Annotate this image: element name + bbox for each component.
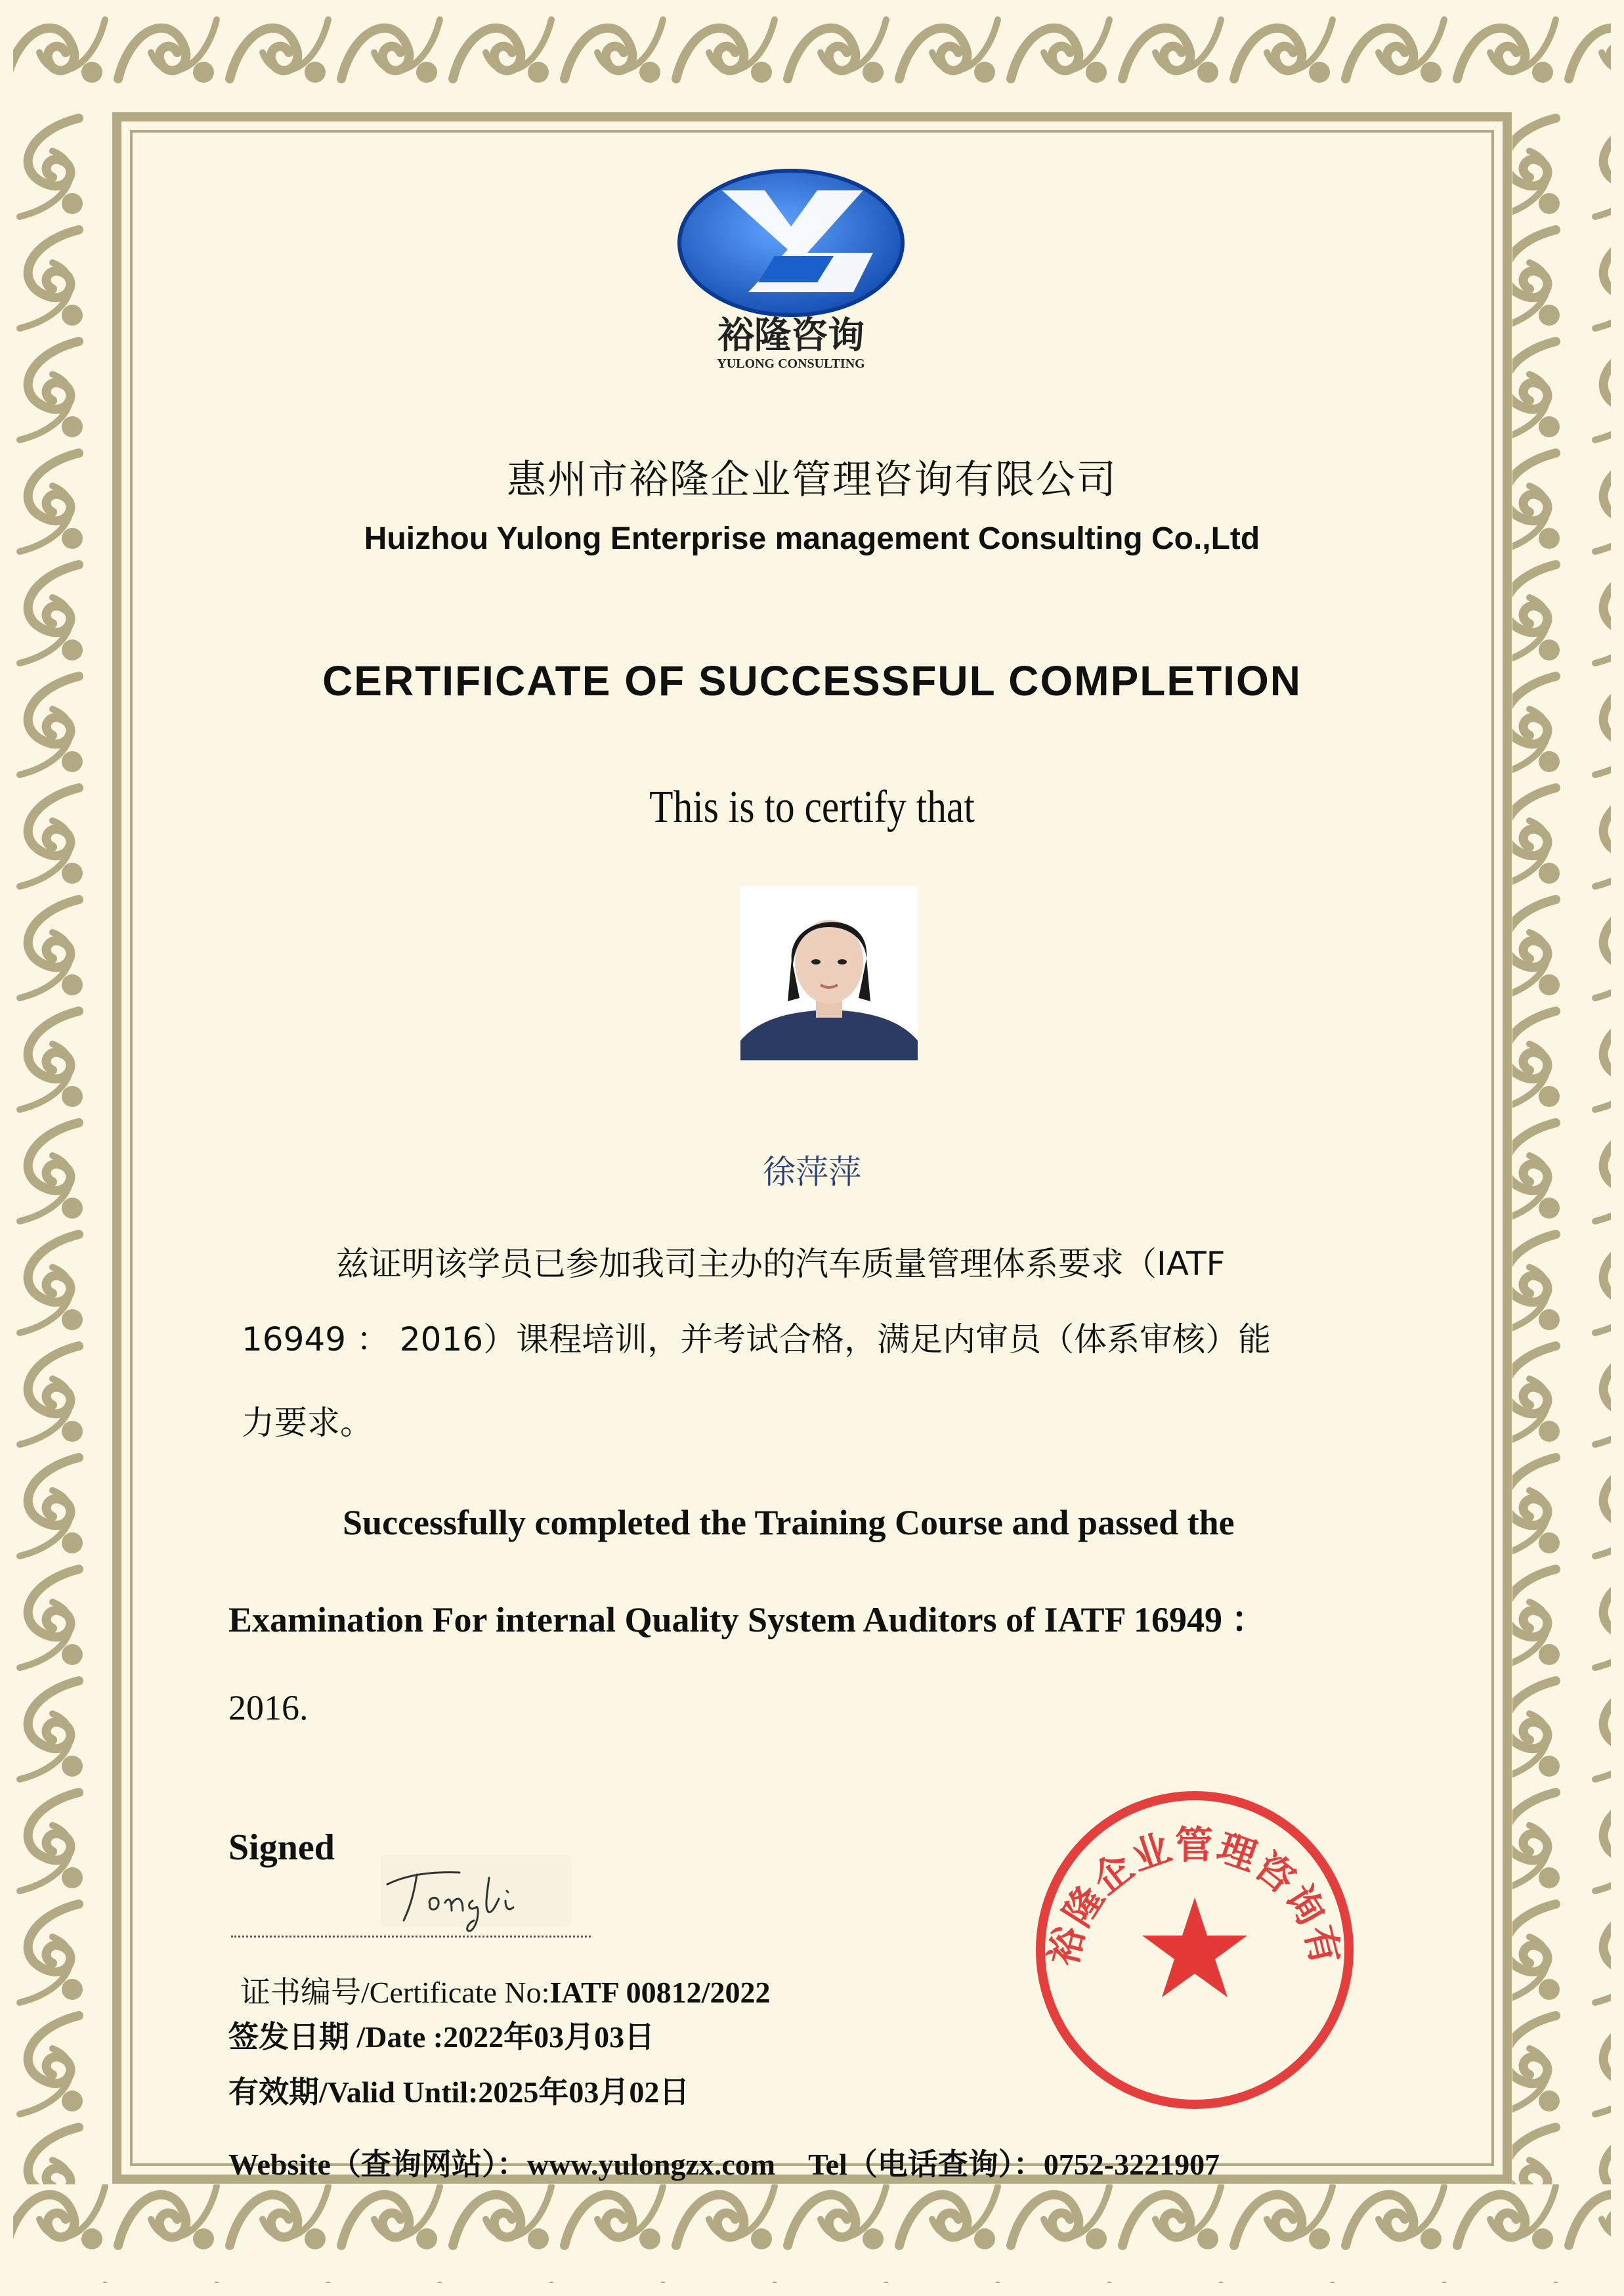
certify-text: This is to certify that [649,782,975,833]
valid-until-label: 有效期/Valid Until: [228,2075,479,2109]
holder-photo [740,886,918,1060]
signature-line [231,1936,591,1938]
body-cn-line-3: 力要求。 [242,1404,373,1442]
company-seal [1024,1779,1365,2123]
body-cn-line-1: 兹证明该学员已参加我司主办的汽车质量管理体系要求（IATF [336,1245,1226,1283]
body-cn-line-2: 16949 ： 2016）课程培训，并考试合格，满足内审员（体系审核）能 [242,1320,1271,1358]
issue-date [228,2013,654,2056]
tel-label: Tel（电话查询）： [808,2148,1044,2181]
tel-number: 0752-3221907 [1043,2148,1220,2181]
signature [368,1838,578,1939]
logo-brand-en: YULONG CONSULTING [717,357,865,371]
yl-logo-icon [676,164,939,374]
portrait-image [740,886,918,1060]
website-link[interactable]: www.yulongzx.com [526,2148,776,2181]
signed-label: Signed [228,1827,335,1868]
certificate-no-value: IATF 00812/2022 [549,1976,771,2009]
issue-date-value: 2022年03月03日 [443,2020,655,2054]
logo-brand-cn: 裕隆咨询 [717,314,865,357]
certificate-no-label: 证书编号/Certificate No: [240,1976,550,2009]
company-name-cn: 惠州市裕隆企业管理咨询有限公司 [507,457,1117,503]
website-label: Website（查询网站）： [228,2148,527,2181]
seal-stamp [1024,1779,1365,2121]
valid-until [228,2068,689,2112]
body-en-line-2: Examination For internal Quality System Auditors of IATF 16949 ： [228,1600,1267,1639]
certificate-no [240,1968,770,2012]
valid-until-value: 2025年03月02日 [478,2075,690,2109]
seal-text: 裕隆企业管理咨询有 [1040,1823,1349,1970]
company-name-en: Huizhou Yulong Enterprise management Consulting Co.,Ltd [364,521,1260,556]
signature-image [368,1838,578,1937]
issue-date-label: 签发日期 /Date : [228,2020,444,2054]
star-icon [1142,1897,1247,1997]
body-en-line-3: 2016. [228,1688,309,1727]
company-logo [676,164,939,377]
holder-name: 徐萍萍 [763,1153,861,1191]
body-en-line-1: Successfully completed the Training Course and passed the [343,1503,1235,1542]
certificate-title: CERTIFICATE OF SUCCESSFUL COMPLETION [322,657,1302,704]
footer-contact [228,2140,1220,2184]
